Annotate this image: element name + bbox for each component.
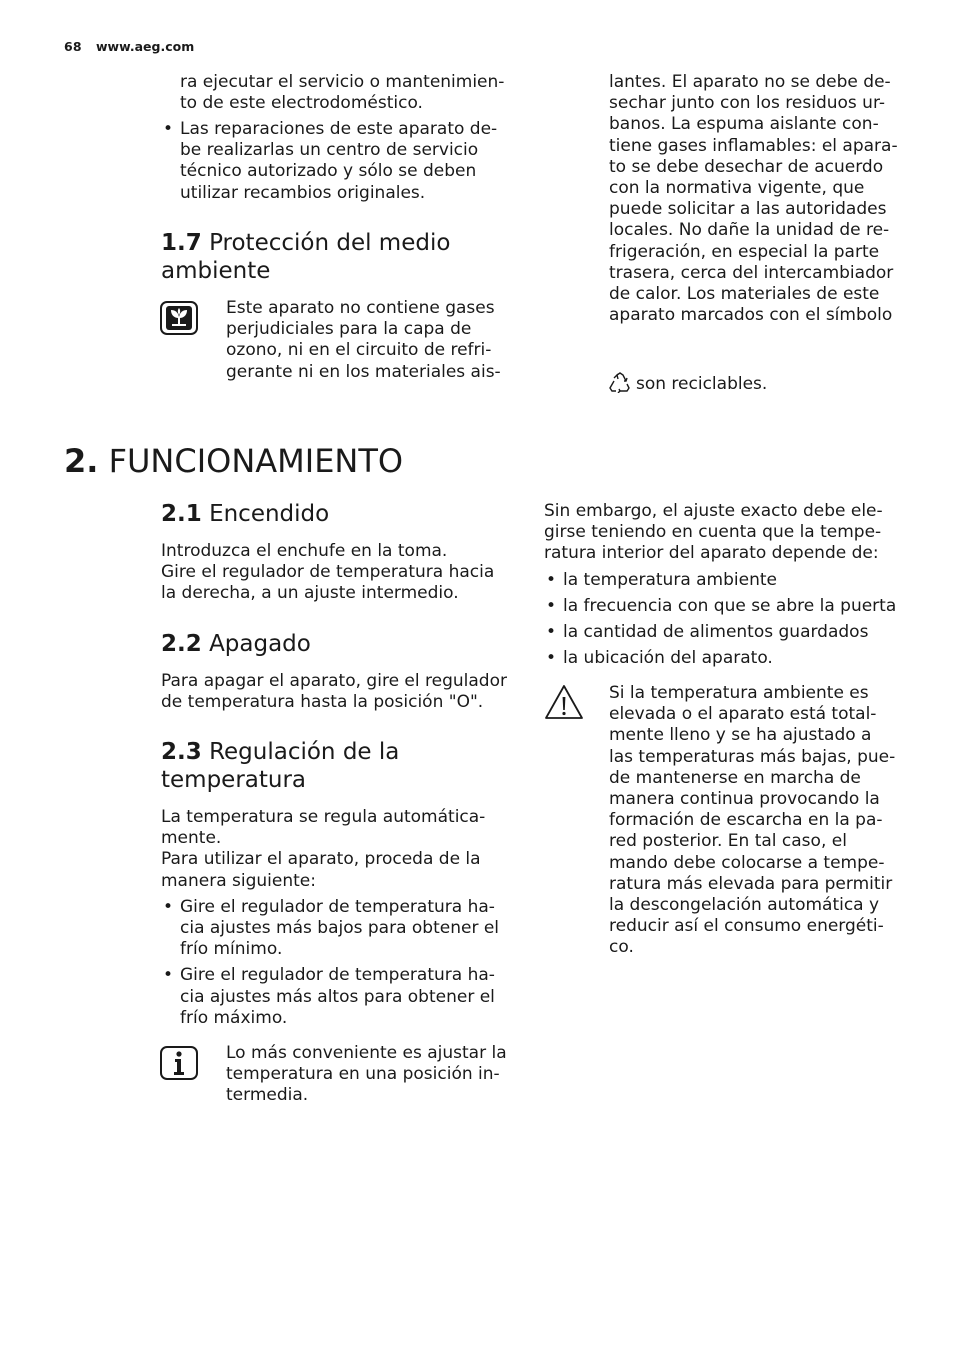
warning-text: Si la temperatura ambiente es elevada o el aparato está total- mente lleno y se ha ajustado a las temperaturas más bajas, pue- de mantenerse en marcha de manera continua provocando la formación de escarcha en la pa- red posterior. En tal caso, el mando debe colocarse a tempe- ratura más elevada para permitir la descongelación automática y reducir así el consumo energéti- co. (609, 683, 896, 958)
page-number: 68 (64, 39, 82, 54)
header-url: www.aeg.com (96, 39, 195, 54)
info-icon (160, 1046, 198, 1080)
list-item: • Gire el regulador de temperatura ha- cia ajustes más bajos para obtener el frío mínimo. (161, 897, 521, 961)
section-heading-1-7 (161, 229, 521, 285)
list-item: • la temperatura ambiente (544, 570, 924, 591)
section-title: Protección del medio ambiente (161, 230, 451, 284)
list-item: • Gire el regulador de temperatura ha- cia ajustes más altos para obtener el frío máximo. (161, 965, 521, 1029)
environment-text: Este aparato no contiene gases perjudiciales para la capa de ozono, ni en el circuito de refri- gerante ni en los materiales ais- (226, 298, 501, 382)
section-number: 2.1 (161, 501, 202, 527)
continued-text: ra ejecutar el servicio o mantenimien- to de este electrodoméstico. (180, 72, 505, 114)
section-title: Encendido (209, 501, 330, 527)
chapter-heading (64, 442, 403, 480)
environment-icon (160, 301, 198, 335)
repair-bullet-list (161, 119, 521, 204)
list-item: • la frecuencia con que se abre la puerta (544, 596, 924, 617)
adjustment-intro: Sin embargo, el ajuste exacto debe ele- girse teniendo en cuenta que la tempe- ratura interior del aparato depende de: (544, 501, 883, 564)
regulation-bullet-list (161, 897, 521, 1034)
section-heading-2-2 (161, 630, 521, 658)
chapter-number: 2. (64, 442, 99, 480)
section-heading-2-3 (161, 738, 521, 794)
warning-icon (544, 684, 584, 720)
section-heading-2-1 (161, 500, 521, 528)
recycle-text: son reciclables. (636, 374, 768, 395)
list-item: • Las reparaciones de este aparato de- be realizarlas un centro de servicio técnico autorizado y sólo se deben utilizar recambios originales. (161, 119, 521, 204)
section-number: 2.2 (161, 631, 202, 657)
factors-bullet-list (544, 570, 924, 674)
switch-off-text: Para apagar el aparato, gire el regulador de temperatura hasta la posición "O". (161, 671, 507, 713)
section-number: 1.7 (161, 230, 202, 256)
section-title: Regulación de la temperatura (161, 739, 400, 793)
environment-text-continued: lantes. El aparato no se debe de- sechar junto con los residuos ur- banos. La espuma aislante con- tiene gases inflamables: el apara- to se debe desechar de acuerdo con la normativa vigente, que puede solicitar a las autoridades locales. No dañe la unidad de re- frigeración, en especial la parte trasera, cerca del intercambiador de calor. Los materiales de este aparato marcados con el símbolo (609, 72, 898, 326)
temperature-regulation-text: La temperatura se regula automática- mente. Para utilizar el aparato, proceda de la manera siguiente: (161, 807, 486, 891)
section-number: 2.3 (161, 739, 202, 765)
info-text: Lo más conveniente es ajustar la temperatura en una posición in- termedia. (226, 1043, 507, 1106)
switch-on-text: Introduzca el enchufe en la toma. Gire el regulador de temperatura hacia la derecha, a un ajuste intermedio. (161, 541, 495, 604)
recycle-icon (609, 351, 631, 399)
chapter-title: FUNCIONAMIENTO (108, 442, 404, 480)
section-title: Apagado (209, 631, 311, 657)
list-item: • la ubicación del aparato. (544, 648, 924, 669)
recycle-line (609, 330, 909, 400)
list-item: • la cantidad de alimentos guardados (544, 622, 924, 643)
